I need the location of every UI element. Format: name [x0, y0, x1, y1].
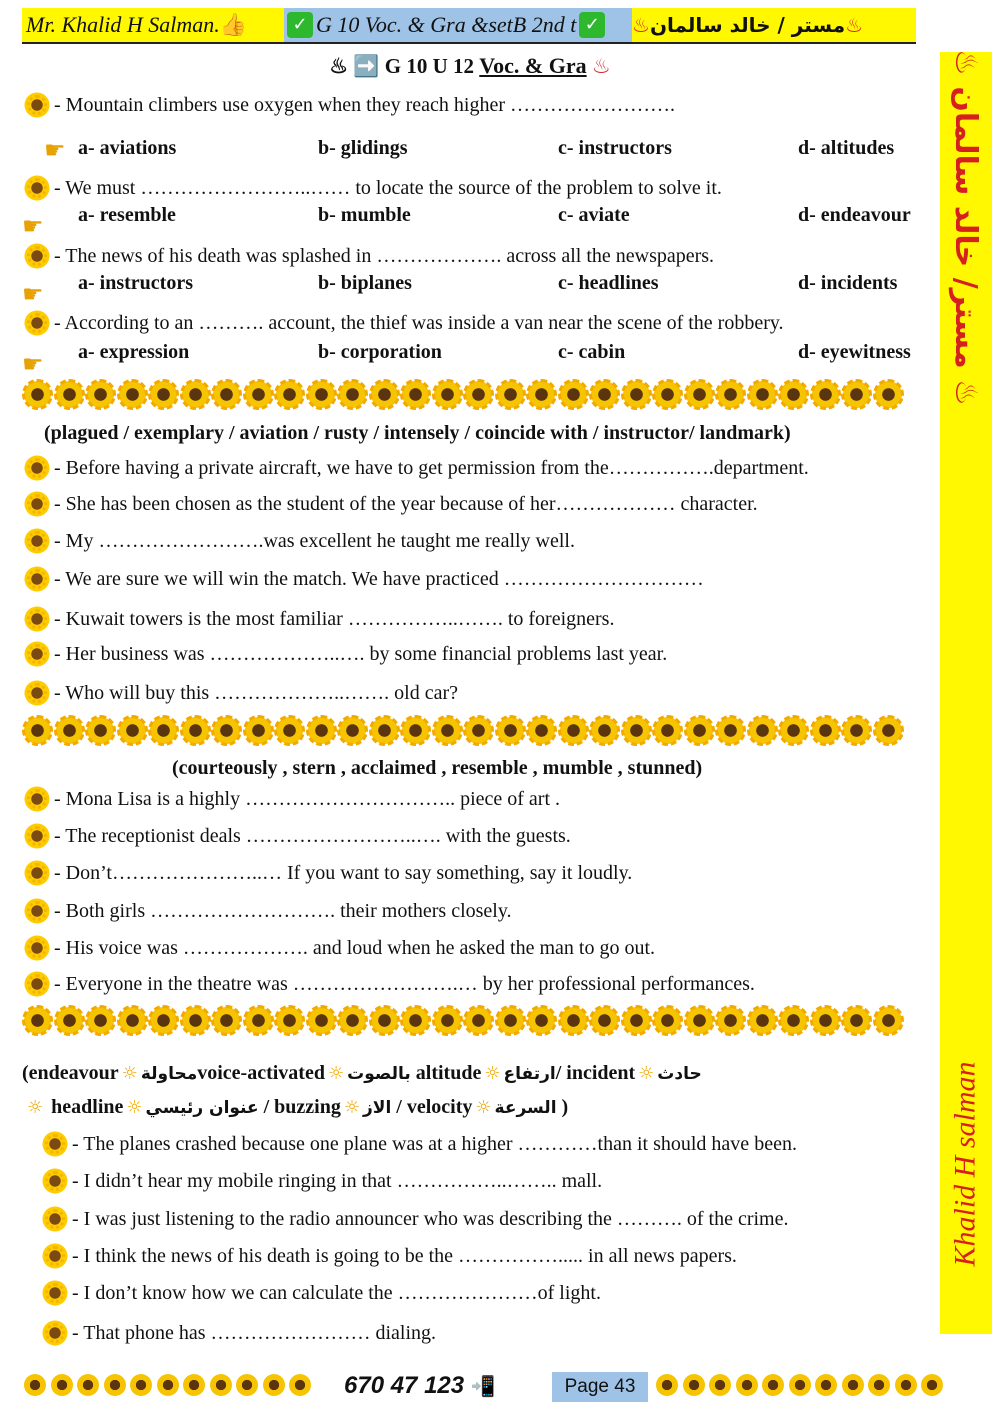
glossary-arabic: السرعة: [494, 1098, 557, 1118]
sunflower-icon: [495, 380, 527, 410]
question-text: - I think the news of his death is going to be the ……………..... in all news papers.: [72, 1244, 737, 1267]
sunflower-icon: [621, 1006, 653, 1036]
flower-icon: [22, 90, 52, 120]
mcq-question: [22, 90, 675, 120]
glossary-arabic: محاولة: [140, 1064, 198, 1084]
sunflower-icon: [652, 380, 684, 410]
sunflower-icon: [866, 1372, 893, 1398]
sunflower-icon: [243, 716, 275, 746]
page-title: [0, 53, 940, 79]
mcq-options: [78, 341, 992, 364]
sunflower-divider: [22, 380, 904, 410]
sunflower-icon: [652, 716, 684, 746]
option-a: a- resemble: [78, 204, 176, 226]
option-a: a- instructors: [78, 272, 193, 294]
pointing-hand-icon: ☛: [22, 212, 44, 240]
word-bank: (courteously , stern , acclaimed , resemble , mumble , stunned): [172, 757, 703, 779]
question-text: - I didn’t hear my mobile ringing in that ……………..…….. mall.: [72, 1169, 603, 1192]
sunflower-icon: [526, 380, 558, 410]
sunflower-icon: [211, 716, 243, 746]
fill-question: [40, 1204, 789, 1234]
fill-question: [40, 1318, 436, 1348]
sunflower-icon: [54, 716, 86, 746]
sunflower-icon: [102, 1372, 129, 1398]
sunflower-icon: [85, 380, 117, 410]
pointing-hand-icon: ☛: [22, 280, 44, 308]
flower-icon: [40, 1166, 70, 1196]
check-icon: ✓: [579, 12, 605, 38]
fill-question: [22, 821, 571, 851]
sun-icon: ☼: [484, 1063, 501, 1084]
sunflower-icon: [148, 1006, 180, 1036]
flower-icon: [22, 453, 52, 483]
sunflower-icon: [148, 716, 180, 746]
fill-question: [22, 896, 512, 926]
sun-icon: ☼: [327, 1063, 345, 1084]
sunflower-icon: [432, 1006, 464, 1036]
flower-icon: [22, 489, 52, 519]
fill-question: [40, 1166, 602, 1196]
question-text: - According to an ………. account, the thief was inside a van near the scene of the robbery.: [54, 311, 784, 334]
sunflower-icon: [893, 1372, 920, 1398]
sunflower-icon: [495, 1006, 527, 1036]
sunflower-icon: [274, 716, 306, 746]
sunflower-icon: [369, 1006, 401, 1036]
question-text: - Mountain climbers use oxygen when they reach higher …………………….: [54, 93, 675, 116]
question-text: - His voice was ………………. and loud when he asked the man to go out.: [54, 936, 656, 959]
sunflower-icon: [180, 716, 212, 746]
sunflower-divider: [22, 1006, 904, 1036]
pointing-hand-icon: ☛: [22, 350, 44, 378]
sunflower-icon: [208, 1372, 235, 1398]
sunflower-icon: [400, 1006, 432, 1036]
sunflower-icon: [75, 1372, 102, 1398]
question-text: - Her business was ………………..…. by some financial problems last year.: [54, 642, 668, 665]
sunflower-icon: [180, 1006, 212, 1036]
header-middle: [284, 8, 632, 42]
flower-icon: [22, 639, 52, 669]
sunflower-icon: [337, 1006, 369, 1036]
sun-icon: ☼: [475, 1097, 492, 1118]
thumbs-up-icon: 👍: [219, 12, 248, 38]
question-text: - I was just listening to the radio announcer who was describing the ………. of the crime.: [72, 1207, 789, 1230]
glossary-close: ): [561, 1096, 569, 1118]
glossary-term: voice-activated: [197, 1062, 325, 1084]
sunflower-icon: [684, 1006, 716, 1036]
option-d: d- altitudes: [798, 137, 895, 159]
question-text: - Who will buy this ………………..……. old car?: [54, 681, 459, 704]
question-text: - Before having a private aircraft, we have to get permission from the…………….department.: [54, 456, 809, 479]
side-banner-bottom: [940, 1004, 992, 1324]
side-banner: [940, 48, 992, 1334]
question-text: - The receptionist deals ……………………..…. with the guests.: [54, 824, 571, 847]
hot-springs-icon: ♨: [632, 13, 650, 37]
sunflower-icon: [337, 380, 369, 410]
sunflower-icon: [715, 380, 747, 410]
teacher-name-arabic: مستر / خالد سالمان: [649, 13, 846, 37]
sunflower-icon: [261, 1372, 288, 1398]
sunflower-icon: [22, 380, 54, 410]
sun-icon: ☼: [638, 1063, 655, 1084]
question-text: - Mona Lisa is a highly ………………………….. piece of art .: [54, 787, 561, 810]
fill-question: [22, 639, 667, 669]
option-b: b- glidings: [318, 137, 408, 159]
sunflower-icon: [654, 1372, 681, 1398]
option-c: c- aviate: [558, 204, 630, 226]
sunflower-icon: [558, 716, 590, 746]
sunflower-icon: [463, 380, 495, 410]
sunflower-icon: [526, 716, 558, 746]
teacher-name: Mr. Khalid H Salman.: [26, 12, 220, 37]
glossary-arabic: عنوان رئيسي: [145, 1098, 259, 1118]
sunflower-icon: [810, 380, 842, 410]
flower-icon: [40, 1318, 70, 1348]
glossary-term: altitude: [415, 1062, 482, 1084]
sunflower-icon: [621, 716, 653, 746]
flower-icon: [22, 308, 52, 338]
sunflower-icon: [287, 1372, 314, 1398]
glossary-arabic: الاز: [363, 1098, 392, 1118]
sunflower-icon: [715, 1006, 747, 1036]
flower-icon: [40, 1129, 70, 1159]
sunflower-icon: [400, 380, 432, 410]
sunflower-icon: [85, 716, 117, 746]
check-icon: ✓: [287, 12, 313, 38]
sunflower-icon: [463, 1006, 495, 1036]
header-right: [632, 8, 916, 42]
sun-icon: ☼: [27, 1097, 44, 1118]
option-d: d- endeavour: [798, 204, 911, 226]
sunflower-icon: [684, 380, 716, 410]
glossary-term: / buzzing: [263, 1096, 341, 1118]
sunflower-icon: [369, 380, 401, 410]
sunflower-divider: [22, 716, 904, 746]
mobile-phone-icon: 📲: [470, 1374, 496, 1398]
mcq-options: [78, 137, 992, 160]
sunflower-icon: [148, 380, 180, 410]
mcq-options: [78, 204, 992, 227]
sunflower-icon: [117, 1006, 149, 1036]
sunflower-icon: [22, 1372, 49, 1398]
side-english-name: Khalid H salman: [949, 1061, 982, 1267]
option-c: c- headlines: [558, 272, 659, 294]
question-text: - Everyone in the theatre was …………………….… by her professional performances.: [54, 972, 755, 995]
page-header: [22, 8, 916, 44]
fill-question: [22, 784, 560, 814]
sunflower-icon: [211, 1006, 243, 1036]
flower-icon: [22, 564, 52, 594]
glossary-term: / incident: [555, 1062, 636, 1084]
sunflower-icon: [734, 1372, 761, 1398]
fill-question: [22, 858, 632, 888]
sunflower-icon: [463, 716, 495, 746]
sunflower-icon: [813, 1372, 840, 1398]
title-suffix: ♨: [591, 54, 611, 78]
sunflower-icon: [526, 1006, 558, 1036]
page-footer: [22, 1372, 942, 1402]
sunflower-icon: [128, 1372, 155, 1398]
sunflower-icon: [274, 1006, 306, 1036]
sunflower-icon: [778, 716, 810, 746]
sun-icon: ☼: [126, 1097, 143, 1118]
word-bank: (plagued / exemplary / aviation / rusty / intensely / coincide with / instructor/ landmark): [44, 422, 791, 444]
sunflower-icon: [747, 380, 779, 410]
sunflower-icon: [85, 1006, 117, 1036]
flower-icon: [22, 933, 52, 963]
option-d: d- incidents: [798, 272, 898, 294]
question-text: - The news of his death was splashed in ………………. across all the newspapers.: [54, 244, 715, 267]
fill-question: [40, 1241, 737, 1271]
title-underlined: Voc. & Gra: [479, 53, 587, 78]
flower-icon: [40, 1278, 70, 1308]
flower-icon: [22, 784, 52, 814]
sunflower-icon: [810, 1006, 842, 1036]
sunflower-icon: [243, 1006, 275, 1036]
sunflower-icon: [22, 716, 54, 746]
sunflower-icon: [54, 1006, 86, 1036]
option-c: c- cabin: [558, 341, 626, 363]
flower-icon: [22, 896, 52, 926]
sunflower-icon: [747, 1006, 779, 1036]
word-bank-glossary-line1: [22, 1062, 702, 1085]
sunflower-icon: [715, 716, 747, 746]
sunflower-icon: [495, 716, 527, 746]
phone-number-text: 670 47 123: [344, 1372, 465, 1399]
sunflower-icon: [707, 1372, 734, 1398]
sunflower-icon: [747, 716, 779, 746]
fill-question: [40, 1278, 601, 1308]
sunflower-icon: [558, 380, 590, 410]
option-b: b- corporation: [318, 341, 442, 363]
sunflower-icon: [155, 1372, 182, 1398]
flower-icon: [22, 241, 52, 271]
glossary-arabic: ارتفاع: [503, 1064, 556, 1084]
sunflower-icon: [840, 1372, 867, 1398]
option-a: a- expression: [78, 341, 190, 363]
sunflower-icon: [684, 716, 716, 746]
sunflower-icon: [400, 716, 432, 746]
sunflower-icon: [873, 380, 905, 410]
flower-icon: [40, 1204, 70, 1234]
mcq-question: [22, 308, 784, 338]
sunflower-icon: [243, 380, 275, 410]
sunflower-icon: [919, 1372, 946, 1398]
sunflower-icon: [589, 1006, 621, 1036]
question-text: - That phone has …………………… dialing.: [72, 1321, 437, 1344]
flower-icon: [22, 678, 52, 708]
option-b: b- mumble: [318, 204, 411, 226]
fill-question: [22, 678, 458, 708]
sunflower-icon: [22, 1006, 54, 1036]
mcq-question: [22, 241, 714, 271]
sunflower-icon: [810, 716, 842, 746]
sunflower-icon: [589, 716, 621, 746]
sunflower-icon: [873, 1006, 905, 1036]
sunflower-icon: [306, 380, 338, 410]
question-text: - The planes crashed because one plane was at a higher …………than it should have been.: [72, 1132, 797, 1155]
glossary-term: headline: [51, 1096, 124, 1118]
footer-sunflowers-right: [654, 1372, 946, 1398]
sunflower-icon: [306, 1006, 338, 1036]
sunflower-icon: [337, 716, 369, 746]
sunflower-icon: [54, 380, 86, 410]
sunflower-icon: [306, 716, 338, 746]
mcq-options: [78, 272, 992, 295]
sunflower-icon: [117, 716, 149, 746]
question-text: - We must ……………………..…… to locate the source of the problem to solve it.: [54, 176, 722, 199]
fill-question: [22, 526, 575, 556]
sunflower-icon: [234, 1372, 261, 1398]
title-prefix: ♨ ➡️ G 10 U 12: [329, 54, 475, 78]
question-text: - We are sure we will win the match. We have practiced …………………………: [54, 567, 704, 590]
fill-question: [22, 453, 809, 483]
sunflower-icon: [181, 1372, 208, 1398]
word-bank-glossary-line2: [24, 1096, 568, 1119]
fill-question: [22, 969, 755, 999]
flower-icon: [40, 1241, 70, 1271]
sunflower-icon: [778, 380, 810, 410]
question-text: - I don’t know how we can calculate the …………………of light.: [72, 1281, 601, 1304]
sunflower-icon: [778, 1006, 810, 1036]
sunflower-icon: [589, 380, 621, 410]
glossary-arabic: بالصوت: [347, 1064, 411, 1084]
question-text: - Kuwait towers is the most familiar ……………..……. to foreigners.: [54, 607, 615, 630]
sunflower-icon: [180, 380, 212, 410]
sunflower-icon: [841, 716, 873, 746]
option-b: b- biplanes: [318, 272, 412, 294]
fill-question: [22, 933, 655, 963]
sunflower-icon: [49, 1372, 76, 1398]
fill-question: [40, 1129, 797, 1159]
sunflower-icon: [652, 1006, 684, 1036]
sunflower-icon: [369, 716, 401, 746]
sunflower-icon: [274, 380, 306, 410]
sunflower-icon: [681, 1372, 708, 1398]
sunflower-icon: [432, 716, 464, 746]
flower-icon: [22, 526, 52, 556]
fill-question: [22, 489, 758, 519]
mcq-question: [22, 173, 722, 203]
sun-icon: ☼: [121, 1063, 138, 1084]
sunflower-icon: [760, 1372, 787, 1398]
page-number: Page 43: [552, 1372, 648, 1402]
glossary-term: (endeavour: [22, 1062, 119, 1084]
sunflower-icon: [558, 1006, 590, 1036]
flower-icon: [22, 604, 52, 634]
question-text: - She has been chosen as the student of the year because of her……………… character.: [54, 492, 758, 515]
sunflower-icon: [117, 380, 149, 410]
sunflower-icon: [841, 380, 873, 410]
sunflower-icon: [621, 380, 653, 410]
option-a: a- aviations: [78, 137, 177, 159]
footer-sunflowers-left: [22, 1372, 314, 1398]
sunflower-icon: [432, 380, 464, 410]
sunflower-icon: [211, 380, 243, 410]
hot-springs-icon: ♨: [845, 13, 864, 37]
flower-icon: [22, 173, 52, 203]
header-left: [22, 8, 284, 42]
worksheet-code: G 10 Voc. & Gra &setB 2nd t: [316, 12, 577, 37]
glossary-arabic: حادث: [657, 1064, 702, 1084]
glossary-term: / velocity: [396, 1096, 473, 1118]
pointing-hand-icon: ☛: [44, 136, 66, 164]
question-text: - My …………………….was excellent he taught me really well.: [54, 529, 575, 552]
fill-question: [22, 604, 614, 634]
sun-icon: ☼: [343, 1097, 360, 1118]
flower-icon: [22, 821, 52, 851]
phone-number: [344, 1372, 496, 1400]
fill-question: [22, 564, 704, 594]
option-d: d- eyewitness: [798, 341, 911, 363]
question-text: - Don’t…………………..… If you want to say something, say it loudly.: [54, 861, 633, 884]
flower-icon: [22, 969, 52, 999]
flower-icon: [22, 858, 52, 888]
sunflower-icon: [787, 1372, 814, 1398]
sunflower-icon: [841, 1006, 873, 1036]
question-text: - Both girls ………………………. their mothers closely.: [54, 899, 512, 922]
side-arabic-name: ♨ مستر/ خالد سالمان ♨: [948, 48, 984, 406]
sunflower-icon: [873, 716, 905, 746]
option-c: c- instructors: [558, 137, 672, 159]
